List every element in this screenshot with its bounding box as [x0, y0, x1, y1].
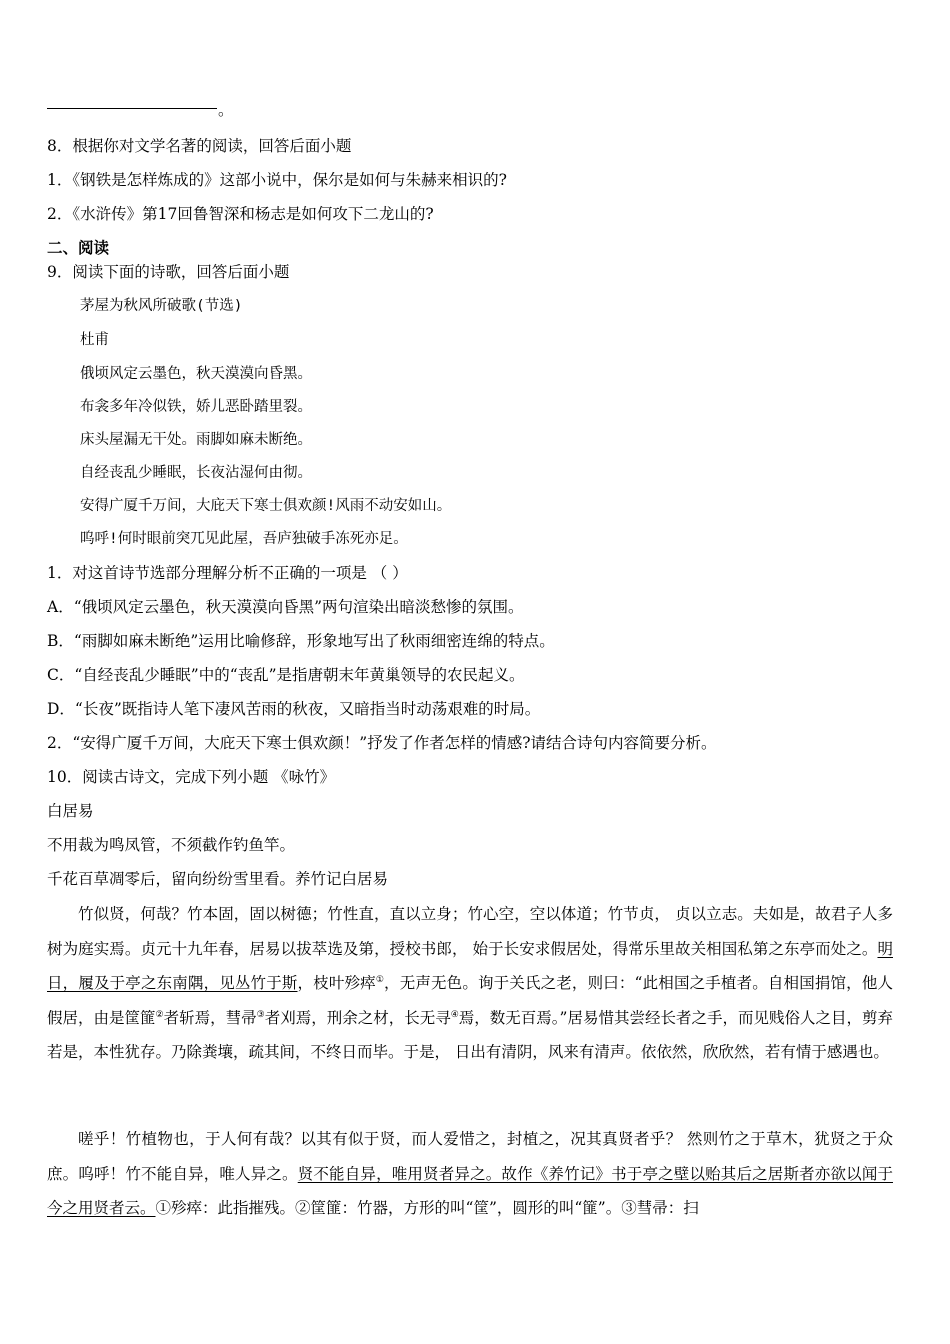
- poem-line: 布衾多年冷似铁，娇儿恶卧踏里裂。: [80, 399, 312, 415]
- q8-title: 8．根据你对文学名著的阅读，回答后面小题: [47, 137, 352, 155]
- essay-text: ，无声无色。询于关氏之老，则曰：“此相国之手植者。自相国捐馆，他人假居，由是筐篚: [47, 974, 893, 1027]
- poem-line: 自经丧乱少睡眠，长夜沾湿何由彻。: [80, 465, 312, 481]
- q9-option-c: C．“自经丧乱少睡眠”中的“丧乱”是指唐朝末年黄巢领导的农民起义。: [47, 666, 525, 684]
- q9-title: 9．阅读下面的诗歌，回答后面小题: [47, 263, 290, 281]
- essay-text: 者刈焉，刑余之材，长无寻: [264, 1008, 451, 1027]
- q8-item-2: 2．《水浒传》第17回鲁智深和杨志是如何攻下二龙山的?: [47, 205, 434, 223]
- footnotes: ①殄瘁：此指摧残。②筐篚：竹器，方形的叫“筐”，圆形的叫“篚”。③彗帚：扫: [155, 1199, 699, 1217]
- q10-poem-line-2: 千花百草凋零后，留向纷纷雪里看。养竹记白居易: [47, 870, 389, 888]
- poem-line: 安得广厦千万间，大庇天下寒士俱欢颜!风雨不动安如山。: [80, 498, 452, 514]
- poem-line: 床头屋漏无干处。雨脚如麻未断绝。: [80, 432, 312, 448]
- essay-text: 竹似贤，何哉？竹本固，固以树德；竹性直，直以立身；竹心空，空以体道；竹节贞， 贞以立志。夫如是，故君子人多树为庭实焉。贞元十九年春，居易以拔萃选及第，授校书郎， 始于长安求假居处，得常乐里故关相国私第之东亭而处之。: [47, 905, 893, 958]
- q9-option-b: B．“雨脚如麻未断绝”运用比喻修辞，形象地写出了秋雨细密连绵的特点。: [47, 632, 555, 650]
- essay-paragraph-2: [47, 1122, 893, 1226]
- poem-title: 茅屋为秋风所破歌(节选): [80, 298, 243, 314]
- essay-paragraph-1: [47, 897, 893, 1070]
- q9-sub-question-2: 2．“安得广厦千万间，大庇天下寒士俱欢颜！”抒发了作者怎样的情感?请结合诗句内容简要分析。: [47, 734, 717, 752]
- q10-title: 10．阅读古诗文，完成下列小题 《咏竹》: [47, 768, 336, 786]
- answer-blank-line: [47, 108, 217, 109]
- q10-author: 白居易: [47, 802, 94, 820]
- underlined-sentence: 贤不能自异，唯用贤者异之。故作《养竹记》书于亭之壁以贻其后之居斯者亦欲以闻于今之用贤者云。: [47, 1164, 893, 1217]
- footnote-marker: ③: [256, 1009, 265, 1020]
- underlined-sentence: 明日，履及于亭之东南隅，见丛竹于斯: [47, 939, 893, 992]
- footnote-marker: ④: [450, 1009, 459, 1020]
- essay-text: 焉，数无百焉。”居易惜其尝经长者之手，而见贱俗人之目，剪弃若是，本性犹存。乃除粪壤，疏其间，不终日而毕。于是， 日出有清阴，风来有清声。依依然，欣欣然，若有情于感遇也。: [47, 1008, 893, 1061]
- poem-author: 杜甫: [80, 332, 109, 348]
- essay-text: ，枝叶殄瘁: [297, 974, 376, 992]
- q10-poem-line-1: 不用裁为鸣凤管，不须截作钓鱼竿。: [47, 836, 296, 854]
- blank-end-mark: 。: [218, 101, 234, 119]
- essay-text: 嗟乎！竹植物也，于人何有哉？以其有似于贤，而人爱惜之，封植之，况其真贤者乎？ 然则竹之于草木，犹贤之于众庶。呜呼！竹不能自异，唯人异之。: [47, 1130, 893, 1183]
- footnote-marker: ②: [155, 1009, 164, 1020]
- poem-line: 俄顷风定云墨色，秋天漠漠向昏黑。: [80, 366, 312, 382]
- section-heading-reading: 二、阅读: [47, 238, 110, 257]
- poem-line: 呜呼!何时眼前突兀见此屋，吾庐独破手冻死亦足。: [80, 531, 408, 547]
- q9-option-d: D．“长夜”既指诗人笔下凄风苦雨的秋夜，又暗指当时动荡艰难的时局。: [47, 700, 541, 718]
- q9-option-a: A．“俄顷风定云墨色，秋天漠漠向昏黑”两句渲染出暗淡愁惨的氛围。: [47, 598, 524, 616]
- q9-sub-question-1: 1．对这首诗节选部分理解分析不正确的一项是 （ ）: [47, 564, 408, 582]
- q8-item-1: 1．《钢铁是怎样炼成的》这部小说中，保尔是如何与朱赫来相识的?: [47, 171, 507, 189]
- footnote-marker: ①: [375, 974, 385, 985]
- essay-text: 者斩焉，彗帚: [163, 1008, 257, 1027]
